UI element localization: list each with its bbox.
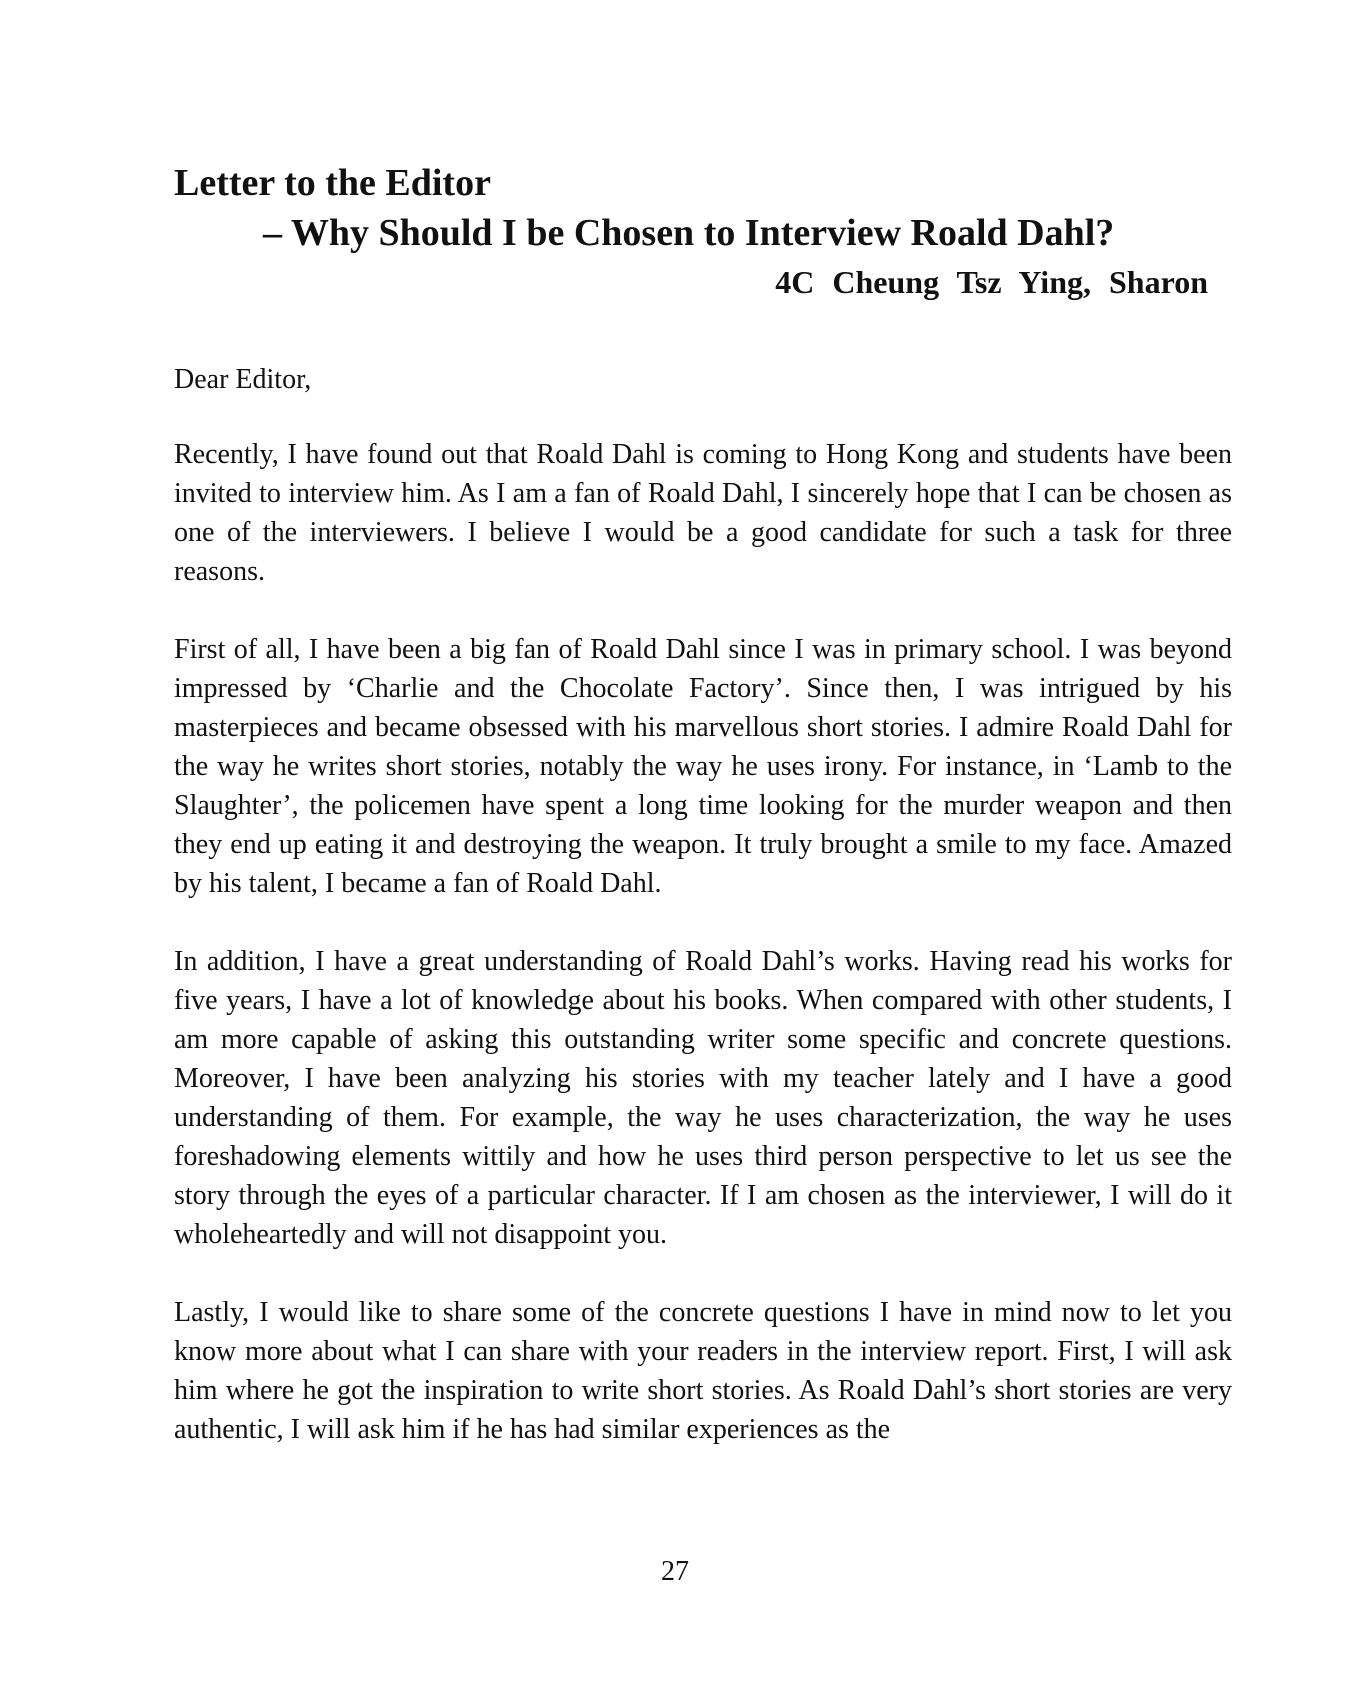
letter-title: Letter to the Editor — [174, 162, 491, 204]
paragraph-second-reason: In addition, I have a great understanding of Roald Dahl’s works. Having read his works for five years, I have a lot of knowledge about his books. When compared with other students, I am more capable of asking this outstanding writer some specific and concrete questions. Moreover, I have been analyzing his stories with my teacher lately and I have a good understanding of them. For example, the way he uses characterization, the way he uses foreshadowing elements wittily and how he uses third person perspective to let us see the story through the eyes of a particular character. If I am chosen as the interviewer, I will do it wholeheartedly and will not disappoint you. — [174, 946, 1232, 1250]
salutation: Dear Editor, — [174, 364, 312, 395]
letter-subtitle: – Why Should I be Chosen to Interview Roald Dahl? — [263, 212, 1115, 254]
paragraph-intro: Recently, I have found out that Roald Dahl is coming to Hong Kong and students have been invited to interview him. As I am a fan of Roald Dahl, I sincerely hope that I can be chosen as one of the interviewers. I believe I would be a good candidate for such a task for three reasons. — [174, 439, 1232, 587]
author-name: 4C Cheung Tsz Ying, Sharon — [775, 264, 1208, 300]
letter-body — [174, 435, 1232, 1488]
paragraph-first-reason: First of all, I have been a big fan of Roald Dahl since I was in primary school. I was beyond impressed by ‘Charlie and the Chocolate Factory’. Since then, I was intrigued by his masterpieces and became obsessed with his marvellous short stories. I admire Roald Dahl for the way he writes short stories, notably the way he uses irony. For instance, in ‘Lamb to the Slaughter’, the policemen have spent a long time looking for the murder weapon and then they end up eating it and destroying the weapon. It truly brought a smile to my face. Amazed by his talent, I became a fan of Roald Dahl. — [174, 634, 1232, 899]
paragraph-third-reason: Lastly, I would like to share some of the concrete questions I have in mind now to let you know more about what I can share with your readers in the interview report. First, I will ask him where he got the inspiration to write short stories. As Roald Dahl’s short stories are very authentic, I will ask him if he has had similar experiences as the — [174, 1297, 1232, 1445]
page-number: 27 — [661, 1556, 689, 1587]
